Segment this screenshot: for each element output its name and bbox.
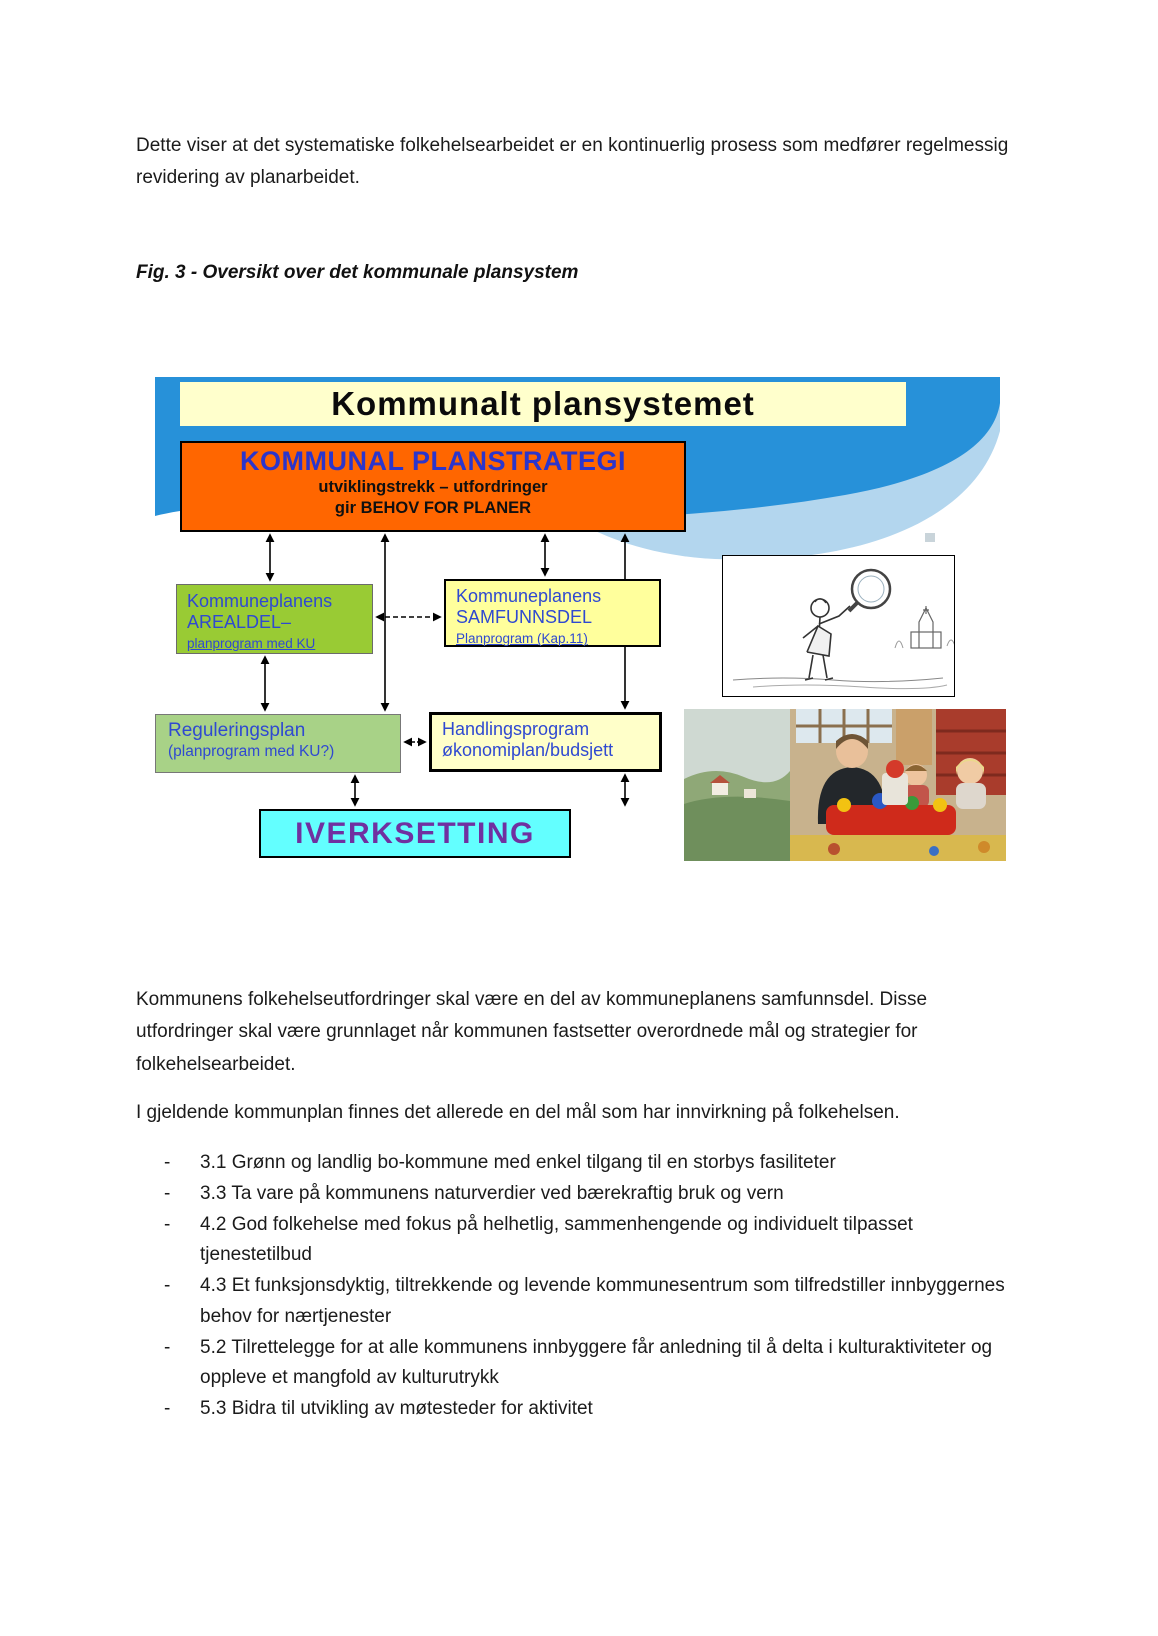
figure-caption: Fig. 3 - Oversikt over det kommunale plansystem	[136, 262, 579, 283]
reguleringsplan-line1: Reguleringsplan	[168, 720, 306, 741]
body-paragraph-2: I gjeldende kommunplan finnes det allerede en del mål som har innvirkning på folkehelsen.	[136, 1102, 900, 1123]
handlingsprogram-line2: økonomiplan/budsjett	[442, 740, 614, 761]
arealdel-box	[176, 584, 373, 654]
planstrategi-title: KOMMUNAL PLANSTRATEGI	[240, 446, 626, 476]
reguleringsplan-line2: (planprogram med KU?)	[168, 742, 335, 760]
arealdel-line3: planprogram med KU	[187, 636, 316, 652]
arealdel-line2: AREALDEL–	[187, 612, 292, 633]
list-item	[164, 1394, 1024, 1425]
list-item	[164, 1179, 1024, 1210]
goal-list	[164, 1148, 1024, 1425]
intro-paragraph: Dette viser at det systematiske folkehelsearbeidet er en kontinuerlig prosess som medfører regelmessig revidering av planarbeidet.	[136, 135, 1009, 189]
diagram-title: Kommunalt plansystemet	[331, 385, 755, 422]
magnifying-glass-clipart	[722, 555, 955, 697]
list-item-text: 3.3 Ta vare på kommunens naturverdier ved bærekraftig bruk og vern	[200, 1182, 784, 1204]
dash-marker: -	[164, 1213, 171, 1235]
list-item-text: 4.2 God folkehelse med fokus på helhetlig, sammenhengende og individuelt tilpasset tjenestetilbud	[200, 1213, 913, 1266]
plan-system-diagram	[155, 311, 1011, 871]
list-item	[164, 1271, 1024, 1333]
list-item-text: 5.3 Bidra til utvikling av møtesteder for aktivitet	[200, 1398, 593, 1420]
dash-marker: -	[164, 1152, 171, 1173]
planstrategi-line1: utviklingstrekk – utfordringer	[318, 478, 548, 497]
iverksetting-box	[259, 809, 571, 858]
handlingsprogram-box	[429, 712, 662, 772]
dash-marker: -	[164, 1275, 171, 1297]
list-item	[164, 1333, 1024, 1395]
planstrategi-line2: gir BEHOV FOR PLANER	[334, 499, 532, 518]
list-item-text: 3.1 Grønn og landlig bo-kommune med enkel tilgang til en storbys fasiliteter	[200, 1152, 836, 1173]
reguleringsplan-box	[155, 714, 401, 773]
samfunnsdel-line1: Kommuneplanens	[456, 586, 602, 606]
iverksetting-label: IVERKSETTING	[295, 816, 535, 850]
dash-marker: -	[164, 1182, 171, 1204]
samfunnsdel-box	[444, 579, 661, 647]
magnifying-glass-clipart-graphic	[723, 556, 954, 696]
list-item	[164, 1210, 1024, 1272]
diagram-title-banner	[180, 382, 906, 426]
list-item-text: 5.2 Tilrettelegge for at alle kommunens innbyggere får anledning til å delta i kulturaktiviteter og oppleve et mangfold av kulturutrykk	[200, 1336, 993, 1389]
samfunnsdel-line2: SAMFUNNSDEL	[456, 607, 593, 628]
list-item	[164, 1148, 1024, 1179]
handlingsprogram-line1: Handlingsprogram	[442, 719, 590, 739]
dash-marker: -	[164, 1336, 171, 1358]
samfunnsdel-line3: Planprogram (Kap.11)	[456, 631, 588, 647]
body-paragraph-1: Kommunens folkehelseutfordringer skal være en del av kommuneplanens samfunnsdel. Disse utfordringer skal være grunnlaget når kommunen fastsetter overordnede mål og strategier for folkehelsearbeidet.	[136, 989, 928, 1075]
arealdel-line1: Kommuneplanens	[187, 591, 333, 611]
children-playing-photo-graphic	[684, 709, 1006, 861]
children-playing-photo	[684, 709, 1006, 861]
dash-marker: -	[164, 1398, 171, 1420]
list-item-text: 4.3 Et funksjonsdyktig, tiltrekkende og levende kommunesentrum som tilfredstiller innbyggernes behov for nærtjenester	[200, 1275, 1005, 1327]
planstrategi-box	[180, 441, 686, 532]
